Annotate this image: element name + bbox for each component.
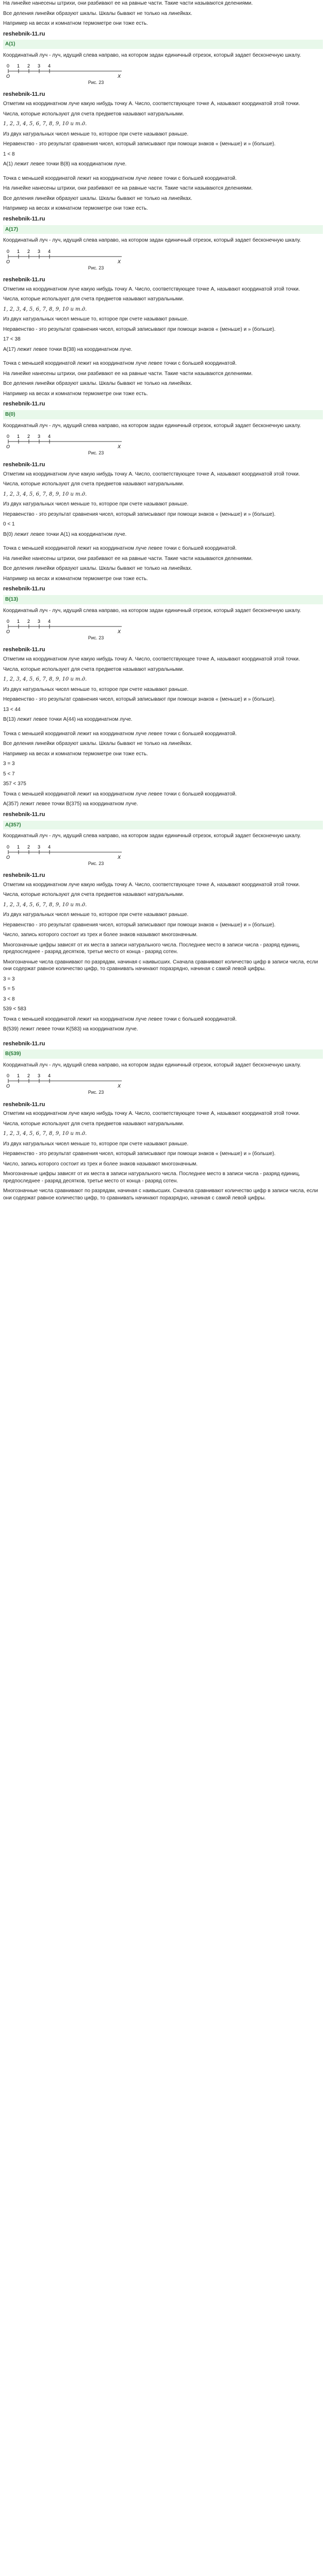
paragraph: Все деления линейки образуют шкалы. Шкалы бывают не только на линейках.	[3, 741, 192, 747]
paragraph: Точка с меньшей координатой лежит на координатном луче левее точки с большей координатой.	[3, 361, 237, 367]
paragraph: Неравенство - это результат сравнения чисел, который записывают при помощи знаков « (меньше) и » (больше).	[3, 511, 276, 517]
number-line-figure	[3, 1072, 323, 1095]
tick-label: 1	[17, 1073, 20, 1079]
paragraph: Точка с меньшей координатой лежит на координатном луче левее точки с большей координатой.	[3, 791, 237, 797]
origin-label: O	[6, 74, 10, 79]
watermark-text: reshebnik-11.ru	[3, 1101, 45, 1108]
paragraph: 539 < 583	[3, 1006, 26, 1012]
tick-label: 4	[48, 844, 51, 850]
natural-numbers-list: 1, 2, 3, 4, 5, 6, 7, 8, 9, 10 и т.д.	[3, 1131, 87, 1137]
number-line-svg	[3, 1072, 127, 1089]
end-label: X	[118, 1083, 121, 1089]
paragraph: На линейке нанесены штрихи, они разбивают ее на равные части. Такие части называются делениями.	[3, 555, 253, 562]
paragraph: A(17) лежит левее точки B(38) на координатном луче.	[3, 346, 133, 352]
paragraph: Отметим на координатном луче какую нибудь точку A. Число, соответствующее точке A, называют координатой этой точки.	[3, 286, 300, 292]
paragraph: Координатный луч - луч, идущий слева направо, на котором задан единичный отрезок, который задает бесконечную шкалу.	[3, 238, 301, 244]
answer-highlight: B(539)	[3, 1049, 323, 1059]
paragraph: Из двух натуральных чисел меньше то, которое при счете называют раньше.	[3, 501, 189, 507]
tick-label: 4	[48, 248, 51, 254]
paragraph: Отметим на координатном луче какую нибудь точку A. Число, соответствующее точке A, называют координатой этой точки.	[3, 1111, 300, 1117]
watermark-text: reshebnik-11.ru	[3, 462, 45, 468]
paragraph: Точка с меньшей координатой лежит на координатном луче левее точки с большей координатой.	[3, 175, 237, 181]
paragraph: 13 < 44	[3, 706, 21, 713]
tick-label: 4	[48, 619, 51, 624]
paragraph: A(357) лежит левее точки B(375) на координатном луче.	[3, 801, 138, 807]
paragraph: Все деления линейки образуют шкалы. Шкалы бывают не только на линейках.	[3, 381, 192, 387]
number-line-svg	[3, 843, 127, 860]
figure-caption: Рис. 23	[88, 265, 104, 270]
figure-caption: Рис. 23	[88, 80, 104, 86]
natural-numbers-list: 1, 2, 3, 4, 5, 6, 7, 8, 9, 10 и т.д.	[3, 491, 87, 497]
tick-label: 3	[38, 248, 41, 254]
natural-numbers-list: 1, 2, 3, 4, 5, 6, 7, 8, 9, 10 и т.д.	[3, 902, 87, 908]
answer-highlight: B(0)	[3, 410, 323, 419]
tick-label: 2	[27, 63, 30, 69]
number-line-svg	[3, 247, 127, 265]
paragraph: Число, запись которого состоит из трех и более знаков называют многозначным.	[3, 1161, 198, 1167]
tick-label: 0	[7, 63, 10, 69]
number-line-figure	[3, 617, 323, 641]
content-block	[3, 175, 323, 353]
watermark-text: reshebnik-11.ru	[3, 91, 45, 98]
tick-label: 3	[38, 619, 41, 624]
paragraph: Числа, которые используют для счета предметов называют натуральными.	[3, 892, 184, 898]
paragraph: На линейке нанесены штрихи, они разбивают ее на равные части. Такие части называются делениями.	[3, 185, 253, 192]
figure-caption: Рис. 23	[88, 635, 104, 641]
paragraph: 17 < 38	[3, 336, 21, 343]
paragraph: Числа, которые используют для счета предметов называют натуральными.	[3, 1121, 184, 1127]
paragraph: 3 < 8	[3, 996, 15, 1002]
answer-highlight: A(1)	[3, 40, 323, 49]
watermark-text: reshebnik-11.ru	[3, 401, 45, 408]
paragraph: Отметим на координатном луче какую нибудь точку A. Число, соответствующее точке A, называют координатой этой точки.	[3, 471, 300, 477]
content-block	[3, 731, 323, 1033]
paragraph: A(1) лежит левее точки B(8) на координатном луче.	[3, 161, 127, 167]
natural-numbers-list: 1, 2, 3, 4, 5, 6, 7, 8, 9, 10 и т.д.	[3, 121, 87, 127]
tick-label: 0	[7, 1073, 10, 1079]
watermark-text: reshebnik-11.ru	[3, 1040, 45, 1047]
paragraph: Многозначные числа сравнивают по разрядам, начиная с наивысших. Сначала сравнивают количество цифр в записи числа, если они содержат равное количество цифр, то сравнивать начинают поразрядно, начиная с самой левой цифры.	[3, 1188, 318, 1201]
paragraph: Неравенство - это результат сравнения чисел, который записывают при помощи знаков « (меньше) и » (больше).	[3, 1151, 276, 1157]
number-line-svg	[3, 432, 127, 450]
tick-label: 1	[17, 63, 20, 69]
paragraph: Отметим на координатном луче какую нибудь точку A. Число, соответствующее точке A, называют координатой этой точки.	[3, 656, 300, 663]
paragraph: Например на весах и комнатном термометре они тоже есть.	[3, 575, 148, 582]
content-block	[3, 360, 323, 538]
natural-numbers-list: 1, 2, 3, 4, 5, 6, 7, 8, 9, 10 и т.д.	[3, 676, 87, 683]
tick-label: 1	[17, 619, 20, 624]
tick-label: 2	[27, 619, 30, 624]
end-label: X	[118, 629, 121, 635]
paragraph: Отметим на координатном луче какую нибудь точку A. Число, соответствующее точке A, называют координатой этой точки.	[3, 882, 300, 888]
content-block	[3, 545, 323, 723]
paragraph: Многозначные числа сравнивают по разрядам, начиная с наивысших. Сначала сравнивают количество цифр в записи числа, если они содержат равное количество цифр, то сравнивать начинают поразрядно, начиная с самой левой цифры.	[3, 959, 318, 972]
paragraph: Числа, которые используют для счета предметов называют натуральными.	[3, 666, 184, 672]
tick-label: 2	[27, 844, 30, 850]
paragraph: Многозначные цифры зависят от их места в записи натурального числа. Последнее место в записи числа - разряд единиц, предпоследнее - разряд десятков, третье место от конца - разряд сотен.	[3, 1171, 300, 1184]
number-line-figure	[3, 62, 323, 86]
paragraph: Координатный луч - луч, идущий слева направо, на котором задан единичный отрезок, который задает бесконечную шкалу.	[3, 1062, 301, 1068]
tick-label: 0	[7, 844, 10, 850]
tick-label: 0	[7, 619, 10, 624]
paragraph: Неравенство - это результат сравнения чисел, который записывают при помощи знаков « (меньше) и » (больше).	[3, 326, 276, 332]
paragraph: B(13) лежит левее точки A(44) на координатном луче.	[3, 717, 133, 723]
paragraph: Числа, которые используют для счета предметов называют натуральными.	[3, 111, 184, 117]
answer-highlight: A(17)	[3, 225, 323, 234]
paragraph: Координатный луч - луч, идущий слева направо, на котором задан единичный отрезок, который задает бесконечную шкалу.	[3, 52, 301, 58]
paragraph: Числа, которые используют для счета предметов называют натуральными.	[3, 481, 184, 487]
paragraph: Из двух натуральных чисел меньше то, которое при счете называют раньше.	[3, 131, 189, 137]
watermark-text: reshebnik-11.ru	[3, 647, 45, 653]
paragraph: Все деления линейки образуют шкалы. Шкалы бывают не только на линейках.	[3, 566, 192, 572]
paragraph: Из двух натуральных чисел меньше то, которое при счете называют раньше.	[3, 686, 189, 692]
tick-label: 2	[27, 1073, 30, 1079]
paragraph: Например на весах и комнатном термометре они тоже есть.	[3, 391, 148, 397]
paragraph: 1 < 8	[3, 151, 15, 157]
paragraph: Все деления линейки образуют шкалы. Шкалы бывают не только на линейках.	[3, 10, 192, 16]
paragraph: Из двух натуральных чисел меньше то, которое при счете называют раньше.	[3, 912, 189, 918]
origin-label: O	[6, 854, 10, 860]
number-line-figure	[3, 843, 323, 867]
figure-caption: Рис. 23	[88, 1090, 104, 1095]
paragraph: Точка с меньшей координатой лежит на координатном луче левее точки с большей координатой.	[3, 731, 237, 737]
answer-highlight: A(357)	[3, 821, 323, 830]
paragraph: B(539) лежит левее точки K(583) на координатном луче.	[3, 1026, 138, 1032]
tick-label: 0	[7, 434, 10, 439]
paragraph: Например на весах и комнатном термометре они тоже есть.	[3, 751, 148, 757]
number-line-svg	[3, 617, 127, 635]
document	[0, 0, 326, 1201]
tick-label: 1	[17, 248, 20, 254]
paragraph: Точка с меньшей координатой лежит на координатном луче левее точки с большей координатой.	[3, 1016, 237, 1022]
number-line-svg	[3, 62, 127, 79]
end-label: X	[118, 854, 121, 860]
number-line-figure	[3, 432, 323, 456]
watermark-text: reshebnik-11.ru	[3, 30, 45, 37]
paragraph: Например на весах и комнатном термометре они тоже есть.	[3, 206, 148, 212]
natural-numbers-list: 1, 2, 3, 4, 5, 6, 7, 8, 9, 10 и т.д.	[3, 306, 87, 312]
figure-caption: Рис. 23	[88, 450, 104, 455]
tick-label: 1	[17, 844, 20, 850]
paragraph: На линейке нанесены штрихи, они разбивают ее на равные части. Такие части называются делениями.	[3, 370, 253, 377]
watermark-text: reshebnik-11.ru	[3, 586, 45, 592]
paragraph: Неравенство - это результат сравнения чисел, который записывают при помощи знаков « (меньше) и » (больше).	[3, 141, 276, 147]
tick-label: 1	[17, 434, 20, 439]
paragraph: 3 = 3	[3, 976, 15, 982]
tick-label: 4	[48, 63, 51, 69]
end-label: X	[118, 74, 121, 79]
watermark-text: reshebnik-11.ru	[3, 872, 45, 878]
content-block	[3, 0, 323, 168]
paragraph: Неравенство - это результат сравнения чисел, который записывают при помощи знаков « (меньше) и » (больше).	[3, 922, 276, 928]
paragraph: Число, запись которого состоит из трех и более знаков называют многозначным.	[3, 932, 198, 938]
paragraph: 357 < 375	[3, 781, 26, 787]
paragraph: B(0) лежит левее точки A(1) на координатном луче.	[3, 531, 127, 537]
number-line-figure	[3, 247, 323, 271]
figure-caption: Рис. 23	[88, 860, 104, 866]
paragraph: 5 = 5	[3, 986, 15, 992]
paragraph: Все деления линейки образуют шкалы. Шкалы бывают не только на линейках.	[3, 195, 192, 201]
tick-label: 3	[38, 1073, 41, 1079]
watermark-text: reshebnik-11.ru	[3, 811, 45, 818]
tick-label: 2	[27, 434, 30, 439]
tick-label: 3	[38, 434, 41, 439]
paragraph: 0 < 1	[3, 521, 15, 528]
paragraph: Числа, которые используют для счета предметов называют натуральными.	[3, 296, 184, 302]
paragraph: На линейке нанесены штрихи, они разбивают ее на равные части. Такие части называются делениями.	[3, 1, 253, 6]
answer-highlight: B(13)	[3, 595, 323, 604]
paragraph: Отметим на координатном луче какую нибудь точку A. Число, соответствующее точке A, называют координатой этой точки.	[3, 101, 300, 107]
origin-label: O	[6, 1083, 10, 1089]
tick-label: 2	[27, 248, 30, 254]
content-block	[3, 1040, 323, 1202]
origin-label: O	[6, 629, 10, 635]
paragraph: Из двух натуральных чисел меньше то, которое при счете называют раньше.	[3, 1141, 189, 1147]
watermark-text: reshebnik-11.ru	[3, 215, 45, 222]
tick-label: 4	[48, 1073, 51, 1079]
origin-label: O	[6, 259, 10, 264]
tick-label: 3	[38, 844, 41, 850]
paragraph: Точка с меньшей координатой лежит на координатном луче левее точки с большей координатой.	[3, 546, 237, 552]
paragraph: Из двух натуральных чисел меньше то, которое при счете называют раньше.	[3, 316, 189, 323]
paragraph: Координатный луч - луч, идущий слева направо, на котором задан единичный отрезок, который задает бесконечную шкалу.	[3, 422, 301, 429]
watermark-text: reshebnik-11.ru	[3, 276, 45, 283]
paragraph: 3 = 3	[3, 761, 15, 767]
paragraph: Многозначные цифры зависят от их места в записи натурального числа. Последнее место в записи числа - разряд единиц, предпоследнее - разряд десятков, третье место от конца - разряд сотен.	[3, 942, 300, 955]
tick-label: 0	[7, 248, 10, 254]
tick-label: 4	[48, 434, 51, 439]
paragraph: Координатный луч - луч, идущий слева направо, на котором задан единичный отрезок, который задает бесконечную шкалу.	[3, 833, 301, 839]
origin-label: O	[6, 444, 10, 449]
paragraph: Неравенство - это результат сравнения чисел, который записывают при помощи знаков « (меньше) и » (больше).	[3, 697, 276, 703]
tick-label: 3	[38, 63, 41, 69]
end-label: X	[118, 444, 121, 449]
end-label: X	[118, 259, 121, 264]
paragraph: 5 < 7	[3, 771, 15, 777]
paragraph: Координатный луч - луч, идущий слева направо, на котором задан единичный отрезок, который задает бесконечную шкалу.	[3, 607, 301, 614]
paragraph: Например на весах и комнатном термометре они тоже есть.	[3, 21, 148, 26]
